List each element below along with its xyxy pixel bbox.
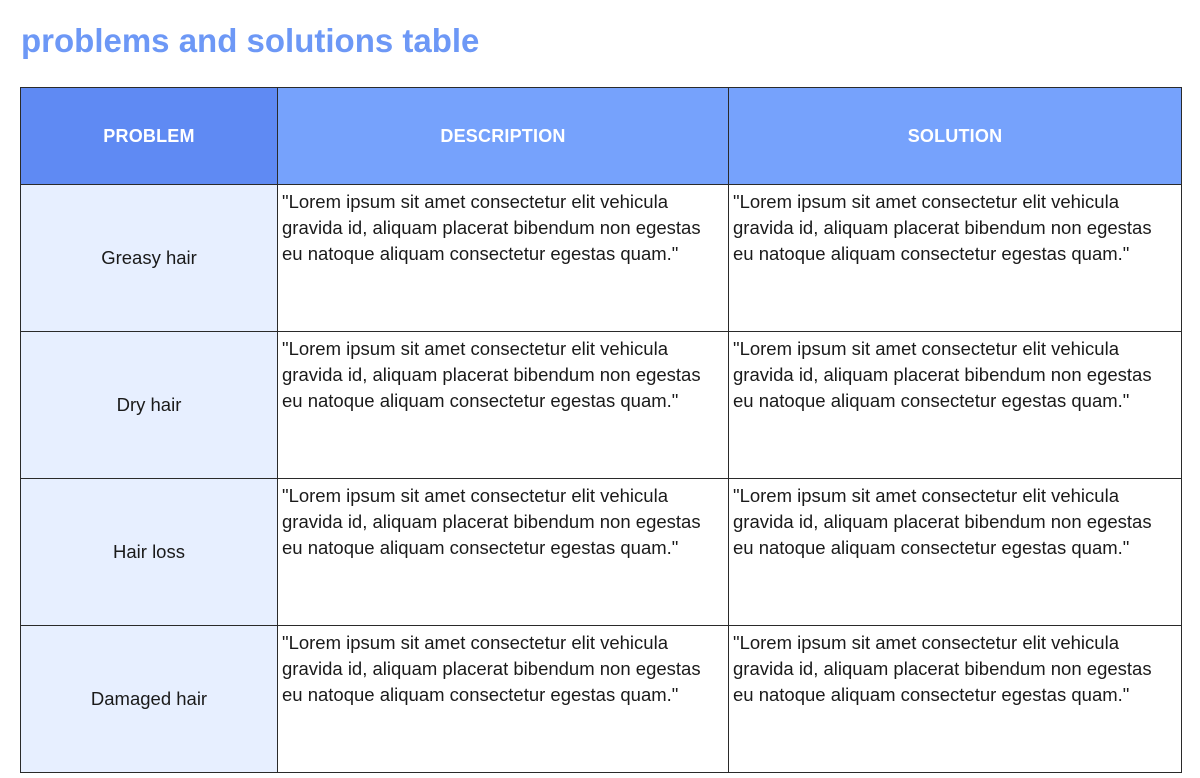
description-cell: "Lorem ipsum sit amet consectetur elit vehicula gravida id, aliquam placerat bibendum non egestas eu natoque aliquam consectetur egestas quam." <box>278 626 729 773</box>
table-body <box>21 185 1182 773</box>
table-header <box>21 88 1182 185</box>
header-row <box>21 88 1182 185</box>
solution-cell: "Lorem ipsum sit amet consectetur elit vehicula gravida id, aliquam placerat bibendum non egestas eu natoque aliquam consectetur egestas quam." <box>729 332 1182 479</box>
solution-cell: "Lorem ipsum sit amet consectetur elit vehicula gravida id, aliquam placerat bibendum non egestas eu natoque aliquam consectetur egestas quam." <box>729 626 1182 773</box>
header-description: DESCRIPTION <box>278 88 729 185</box>
table-row <box>21 479 1182 626</box>
problem-cell: Dry hair <box>21 332 278 479</box>
problem-cell: Greasy hair <box>21 185 278 332</box>
description-cell: "Lorem ipsum sit amet consectetur elit vehicula gravida id, aliquam placerat bibendum non egestas eu natoque aliquam consectetur egestas quam." <box>278 185 729 332</box>
table-row <box>21 626 1182 773</box>
table-row <box>21 332 1182 479</box>
solution-cell: "Lorem ipsum sit amet consectetur elit vehicula gravida id, aliquam placerat bibendum non egestas eu natoque aliquam consectetur egestas quam." <box>729 185 1182 332</box>
description-cell: "Lorem ipsum sit amet consectetur elit vehicula gravida id, aliquam placerat bibendum non egestas eu natoque aliquam consectetur egestas quam." <box>278 332 729 479</box>
problems-solutions-table <box>20 87 1182 773</box>
table-row <box>21 185 1182 332</box>
problem-cell: Damaged hair <box>21 626 278 773</box>
solution-cell: "Lorem ipsum sit amet consectetur elit vehicula gravida id, aliquam placerat bibendum non egestas eu natoque aliquam consectetur egestas quam." <box>729 479 1182 626</box>
problem-cell: Hair loss <box>21 479 278 626</box>
header-solution: SOLUTION <box>729 88 1182 185</box>
page-title: problems and solutions table <box>21 22 480 59</box>
description-cell: "Lorem ipsum sit amet consectetur elit vehicula gravida id, aliquam placerat bibendum non egestas eu natoque aliquam consectetur egestas quam." <box>278 479 729 626</box>
header-problem: PROBLEM <box>21 88 278 185</box>
